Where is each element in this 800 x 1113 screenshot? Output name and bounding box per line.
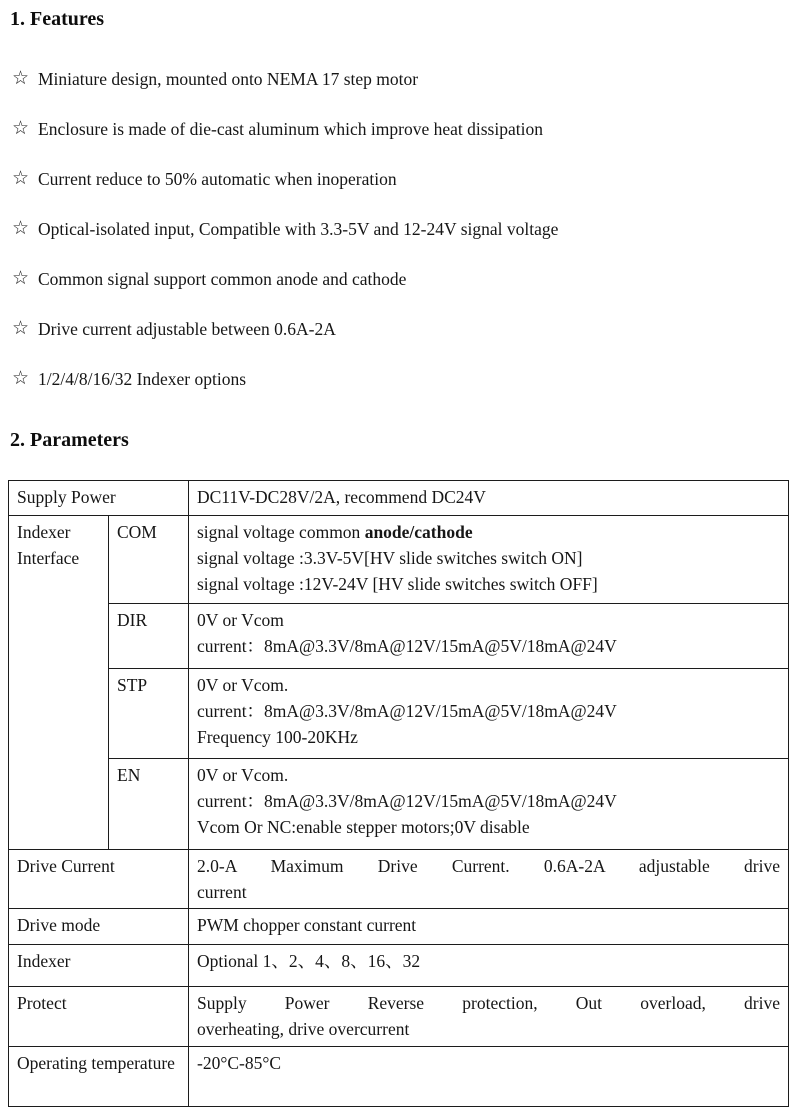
feature-item [12, 67, 800, 91]
star-icon: ☆ [12, 367, 30, 389]
stp-row [9, 669, 789, 759]
feature-text: Enclosure is made of die-cast aluminum which improve heat dissipation [38, 119, 543, 139]
en-value-line1: 0V or Vcom. [197, 765, 289, 785]
feature-text: Current reduce to 50% automatic when inoperation [38, 169, 397, 189]
star-icon: ☆ [12, 317, 30, 339]
feature-text: Common signal support common anode and cathode [38, 269, 407, 289]
features-heading: 1. Features [10, 8, 105, 30]
indexer-value: Optional 1、2、4、8、16、32 [189, 945, 789, 987]
en-value-line3: Vcom Or NC:enable stepper motors;0V disable [197, 817, 530, 837]
feature-item [12, 217, 800, 241]
operating-temperature-row [9, 1047, 789, 1107]
com-value-line3: signal voltage :12V-24V [HV slide switches switch OFF] [197, 574, 598, 594]
en-label: EN [109, 759, 189, 850]
drive-current-value [189, 850, 789, 909]
drive-current-row [9, 850, 789, 909]
stp-value-line3: Frequency 100-20KHz [197, 727, 358, 747]
drive-current-label: Drive Current [9, 850, 189, 909]
stp-label: STP [109, 669, 189, 759]
feature-item [12, 167, 800, 191]
drive-current-value-line1: 2.0-A Maximum Drive Current. 0.6A-2A adjustable drive [197, 856, 780, 876]
stp-value [189, 669, 789, 759]
com-value [189, 516, 789, 604]
com-row [9, 516, 789, 604]
drive-mode-value: PWM chopper constant current [189, 909, 789, 945]
indexer-interface-label: Indexer Interface [9, 516, 109, 850]
drive-mode-row [9, 909, 789, 945]
star-icon: ☆ [12, 167, 30, 189]
dir-value-line2: current：8mA@3.3V/8mA@12V/15mA@5V/18mA@24V [197, 636, 617, 656]
dir-value-line1: 0V or Vcom [197, 610, 284, 630]
supply-power-value: DC11V-DC28V/2A, recommend DC24V [189, 481, 789, 516]
drive-current-value-line2: current [197, 882, 247, 902]
features-list [0, 31, 800, 391]
protect-value-line2: overheating, drive overcurrent [197, 1019, 410, 1039]
indexer-label: Indexer [9, 945, 189, 987]
indexer-row [9, 945, 789, 987]
operating-temperature-label: Operating temperature [9, 1047, 189, 1107]
com-value-line2: signal voltage :3.3V-5V[HV slide switches switch ON] [197, 548, 583, 568]
parameters-table [8, 480, 789, 1107]
feature-text: Drive current adjustable between 0.6A-2A [38, 319, 336, 339]
stp-value-line1: 0V or Vcom. [197, 675, 289, 695]
com-value-line1 [197, 519, 780, 545]
com-line1-prefix: signal voltage common [197, 522, 365, 542]
feature-item [12, 267, 800, 291]
en-value-line2: current：8mA@3.3V/8mA@12V/15mA@5V/18mA@24V [197, 791, 617, 811]
feature-text: Optical-isolated input, Compatible with 3.3-5V and 12-24V signal voltage [38, 219, 559, 239]
star-icon: ☆ [12, 267, 30, 289]
en-value [189, 759, 789, 850]
star-icon: ☆ [12, 117, 30, 139]
protect-label: Protect [9, 987, 189, 1047]
supply-power-row [9, 481, 789, 516]
feature-text: Miniature design, mounted onto NEMA 17 step motor [38, 69, 419, 89]
feature-item [12, 317, 800, 341]
drive-mode-label: Drive mode [9, 909, 189, 945]
protect-value-line1: Supply Power Reverse protection, Out overload, drive [197, 993, 780, 1013]
feature-text: 1/2/4/8/16/32 Indexer options [38, 369, 247, 389]
feature-item [12, 367, 800, 391]
operating-temperature-value: -20°C-85°C [189, 1047, 789, 1107]
protect-row [9, 987, 789, 1047]
protect-value [189, 987, 789, 1047]
dir-row [9, 604, 789, 669]
stp-value-line2: current：8mA@3.3V/8mA@12V/15mA@5V/18mA@24V [197, 701, 617, 721]
supply-power-label: Supply Power [9, 481, 189, 516]
com-label: COM [109, 516, 189, 604]
star-icon: ☆ [12, 217, 30, 239]
dir-label: DIR [109, 604, 189, 669]
star-icon: ☆ [12, 67, 30, 89]
dir-value [189, 604, 789, 669]
feature-item [12, 117, 800, 141]
parameters-heading: 2. Parameters [10, 429, 129, 451]
com-line1-bold: anode/cathode [364, 522, 473, 542]
en-row [9, 759, 789, 850]
